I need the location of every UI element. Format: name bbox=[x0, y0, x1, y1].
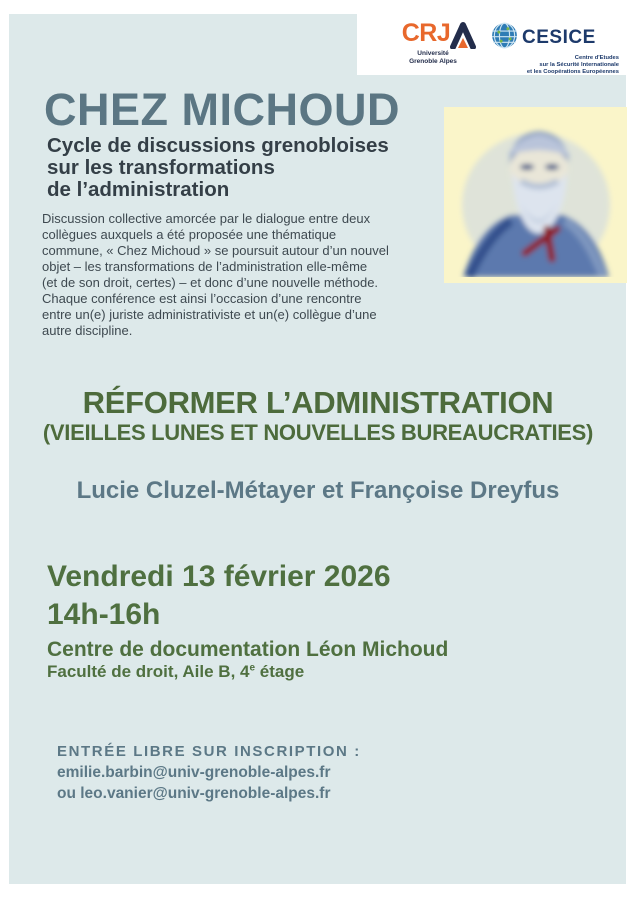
crj-logo bbox=[393, 21, 485, 65]
cesice-logo bbox=[491, 22, 619, 76]
cycle-subtitle: Cycle de discussions grenobloises sur les transformations de l’administration bbox=[47, 134, 389, 201]
michoud-portrait-image bbox=[444, 107, 627, 283]
globe-icon bbox=[491, 22, 518, 54]
registration-email-1: emilie.barbin@univ-grenoble-alpes.fr bbox=[57, 764, 331, 781]
crj-chevron-icon bbox=[450, 21, 476, 54]
event-location-line1: Centre de documentation Léon Michoud bbox=[47, 638, 449, 661]
event-date: Vendredi 13 février 2026 bbox=[47, 560, 391, 593]
page-title: CHEZ MICHOUD bbox=[44, 84, 400, 135]
crj-logo-subtitle: Université Grenoble Alpes bbox=[409, 50, 457, 65]
speakers: Lucie Cluzel-Métayer et Françoise Dreyfus bbox=[76, 477, 560, 504]
event-location-line2: Faculté de droit, Aile B, 4e étage bbox=[47, 662, 305, 681]
cycle-description: Discussion collective amorcée par le dialogue entre deux collègues auxquels a été proposée une thématique commune, « Chez Michoud » se poursuit autour d’un nouvel objet – les transformations de l’administration elle-même (et de son droit, certes) – et donc d’une nouvelle méthode. Chaque conférence est ainsi l’occasion d’une rencontre entre un(e) juriste administrativiste et un(e) collègue d’une autre discipline. bbox=[42, 211, 389, 338]
logo-area bbox=[357, 14, 626, 75]
cesice-logo-subtitle: Centre d'Etudes sur la Sécurité Internationale et les Coopérations Européennes bbox=[526, 55, 619, 75]
crj-logo-text: CRJ bbox=[401, 19, 451, 47]
event-time: 14h-16h bbox=[47, 598, 161, 631]
event-title: RÉFORMER L’ADMINISTRATION bbox=[82, 385, 554, 420]
registration-email-2: ou leo.vanier@univ-grenoble-alpes.fr bbox=[57, 785, 331, 802]
event-subtitle: (VIEILLES LUNES ET NOUVELLES BUREAUCRATIES) bbox=[42, 420, 594, 445]
cesice-logo-text: CESICE bbox=[522, 27, 596, 48]
registration-heading: ENTRÉE LIBRE SUR INSCRIPTION : bbox=[57, 743, 361, 760]
